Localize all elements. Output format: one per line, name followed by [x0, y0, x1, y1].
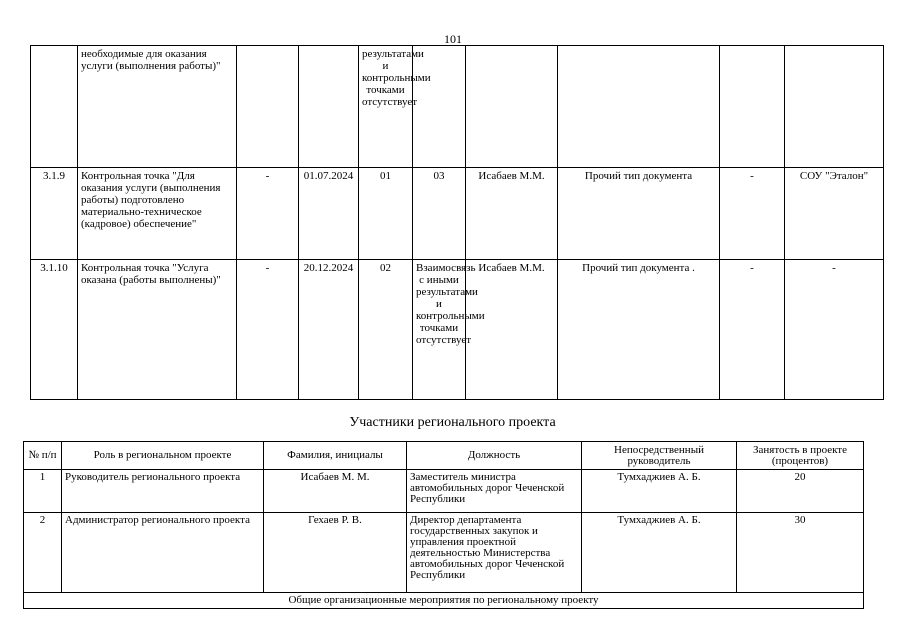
table-row — [31, 168, 884, 260]
row-name: необходимые для оказания услуги (выполнения работы)" — [81, 48, 221, 72]
section-footer: Общие организационные мероприятия по региональному проекту — [24, 593, 864, 609]
row-end-date: 20.12.2024 — [299, 260, 359, 400]
header-position: Должность — [407, 442, 582, 470]
row-relation: результатами и контрольными точками отсутствует — [362, 48, 431, 108]
row-relation: Взаимосвязь с иными результатами и контрольными точками отсутствует — [413, 260, 466, 400]
row-name: Контрольная точка "Услуга оказана (работы выполнены)" — [78, 260, 237, 400]
header-name: Фамилия, инициалы — [264, 442, 407, 470]
header-manager: Непосредственный руководитель — [582, 442, 737, 470]
header-num: № п/п — [24, 442, 62, 470]
participant-load: 30 — [737, 513, 864, 593]
participant-num: 2 — [24, 513, 62, 593]
row-start: - — [237, 168, 299, 260]
table-header-row — [24, 442, 864, 470]
participant-manager: Тумхаджиев А. Б. — [582, 513, 737, 593]
section-title: Участники регионального проекта — [349, 415, 556, 430]
participant-role: Руководитель регионального проекта — [62, 470, 264, 513]
participant-load: 20 — [737, 470, 864, 513]
table-row — [24, 470, 864, 513]
row-document-type: Прочий тип документа . — [558, 260, 720, 400]
row-document-type: Прочий тип документа — [558, 168, 720, 260]
row-responsible: Исабаев М.М. — [466, 168, 558, 260]
header-load: Занятость в проекте (процентов) — [737, 442, 864, 470]
row-number: 3.1.10 — [31, 260, 78, 400]
participant-name: Гехаев Р. В. — [264, 513, 407, 593]
table-row — [24, 593, 864, 609]
participant-position: Директор департамента государственных закупок и управления проектной деятельностью Министерства автомобильных дорог Чеченской Республики — [407, 513, 582, 593]
table-row — [24, 513, 864, 593]
participant-role: Администратор регионального проекта — [62, 513, 264, 593]
row-info-system: СОУ "Эталон" — [785, 168, 884, 260]
row-responsible: Исабаев М.М. — [466, 260, 558, 400]
row-gis: - — [720, 260, 785, 400]
row-gis: - — [720, 168, 785, 260]
participants-table — [23, 441, 864, 609]
participant-manager: Тумхаджиев А. Б. — [582, 470, 737, 513]
row-type: 02 — [359, 260, 413, 400]
row-name: Контрольная точка "Для оказания услуги (выполнения работы) подготовлено материально-техническое (кадровое) обеспечение" — [78, 168, 237, 260]
participant-position: Заместитель министра автомобильных дорог Чеченской Республики — [407, 470, 582, 513]
participant-num: 1 — [24, 470, 62, 513]
row-end-date: 01.07.2024 — [299, 168, 359, 260]
header-role: Роль в региональном проекте — [62, 442, 264, 470]
row-start: - — [237, 260, 299, 400]
row-number: 3.1.9 — [31, 168, 78, 260]
row-type: 01 — [359, 168, 413, 260]
table-row — [31, 46, 884, 168]
page-number: 101 — [444, 32, 462, 46]
table-row — [31, 260, 884, 400]
row-relation: 03 — [413, 168, 466, 260]
control-points-table — [30, 45, 884, 400]
participant-name: Исабаев М. М. — [264, 470, 407, 513]
row-info-system: - — [785, 260, 884, 400]
